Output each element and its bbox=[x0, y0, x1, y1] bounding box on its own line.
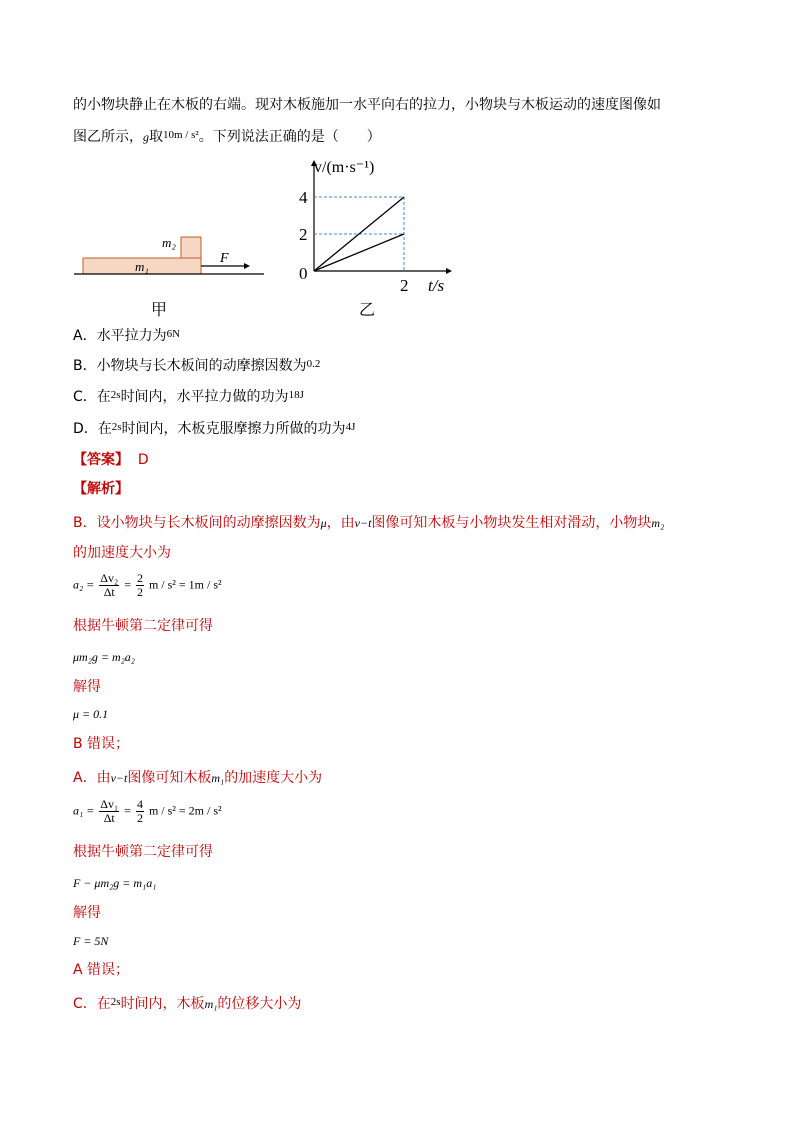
equation-mu: μ = 0.1 bbox=[73, 707, 109, 721]
block-m2 bbox=[181, 237, 201, 258]
newton-law-1: 根据牛顿第二定律可得 bbox=[73, 618, 213, 634]
label-m1: m₁ bbox=[135, 259, 149, 274]
option-c: C．在$^{2s}$时间内，水平拉力做的功为$^{18J}$ bbox=[73, 389, 304, 405]
fraction-2-2: $\frac{2}{2}$ bbox=[136, 571, 143, 599]
solve-2: 解得 bbox=[73, 905, 101, 921]
answer-line: 【答案】 D bbox=[73, 452, 149, 468]
caption-jia: 甲 bbox=[151, 302, 168, 319]
x-axis-label: t/s bbox=[428, 276, 445, 295]
y-tick-4: 4 bbox=[299, 188, 308, 207]
solve-1: 解得 bbox=[73, 679, 101, 695]
equation-f-value: F = 5N bbox=[73, 934, 109, 948]
equation-a1: a₁ = $\frac{\text{Δv₁}}{\Delta t}$ = $\frac{4}{2}$ m / s² = 2m / s² bbox=[73, 797, 222, 825]
fraction-dv1-dt: $\frac{\text{Δv₁}}{\Delta t}$ bbox=[100, 797, 119, 825]
figure-jia bbox=[70, 225, 270, 320]
analysis-a-line-1: A．由v−t图像可知木板m₁的加速度大小为 bbox=[73, 770, 323, 786]
label-force: F bbox=[220, 251, 229, 266]
equation-friction-1: μm₂g = m₂a₂ bbox=[73, 650, 135, 664]
force-arrow-head bbox=[244, 263, 250, 269]
y-axis-label: v/(m·s⁻¹) bbox=[314, 159, 375, 176]
option-b: B．小物块与长木板间的动摩擦因数为$^{0.2}$ bbox=[73, 358, 321, 374]
option-a: A．水平拉力为$^{6N}$ bbox=[73, 328, 181, 344]
a-wrong: A 错误； bbox=[73, 962, 130, 978]
b-wrong: B 错误； bbox=[73, 736, 130, 752]
analysis-b-line-1: B．设小物块与长木板间的动摩擦因数为μ，由v−t图像可知木板与小物块发生相对滑动，小物块m₂ bbox=[73, 515, 665, 531]
x-axis-arrow bbox=[446, 268, 452, 274]
series-line-2 bbox=[314, 234, 404, 271]
equation-force: F − μm₂g = m₁a₁ bbox=[73, 876, 157, 890]
question-line-2: 图乙所示，g取$^{10m / s^2}$。下列说法正确的是（ ） bbox=[73, 129, 381, 145]
analysis-c-line-1: C．在$^{2s}$时间内，木板m₁的位移大小为 bbox=[73, 996, 302, 1012]
origin-label: 0 bbox=[299, 264, 308, 283]
analysis-label: 【解析】 bbox=[73, 481, 129, 497]
fraction-4-2: $\frac{4}{2}$ bbox=[136, 797, 143, 825]
equation-a2: a₂ = $\frac{\text{Δv₂}}{\Delta t}$ = $\frac{2}{2}$ m / s² = 1m / s² bbox=[73, 571, 222, 599]
figure-yi-chart bbox=[290, 152, 470, 320]
question-line-1: 的小物块静止在木板的右端。现对木板施加一水平向右的拉力，小物块与木板运动的速度图像如 bbox=[73, 97, 661, 113]
caption-yi: 乙 bbox=[359, 302, 376, 319]
label-m2: m₂ bbox=[162, 235, 176, 250]
fraction-dv2-dt: $\frac{\text{Δv₂}}{\Delta t}$ bbox=[100, 571, 119, 599]
analysis-b-line-2: 的加速度大小为 bbox=[73, 545, 171, 561]
x-tick-2: 2 bbox=[400, 276, 409, 295]
y-tick-2: 2 bbox=[299, 225, 308, 244]
newton-law-2: 根据牛顿第二定律可得 bbox=[73, 844, 213, 860]
option-d: D．在$^{2s}$时间内，木板克服摩擦力所做的功为$^{4J}$ bbox=[73, 421, 356, 437]
